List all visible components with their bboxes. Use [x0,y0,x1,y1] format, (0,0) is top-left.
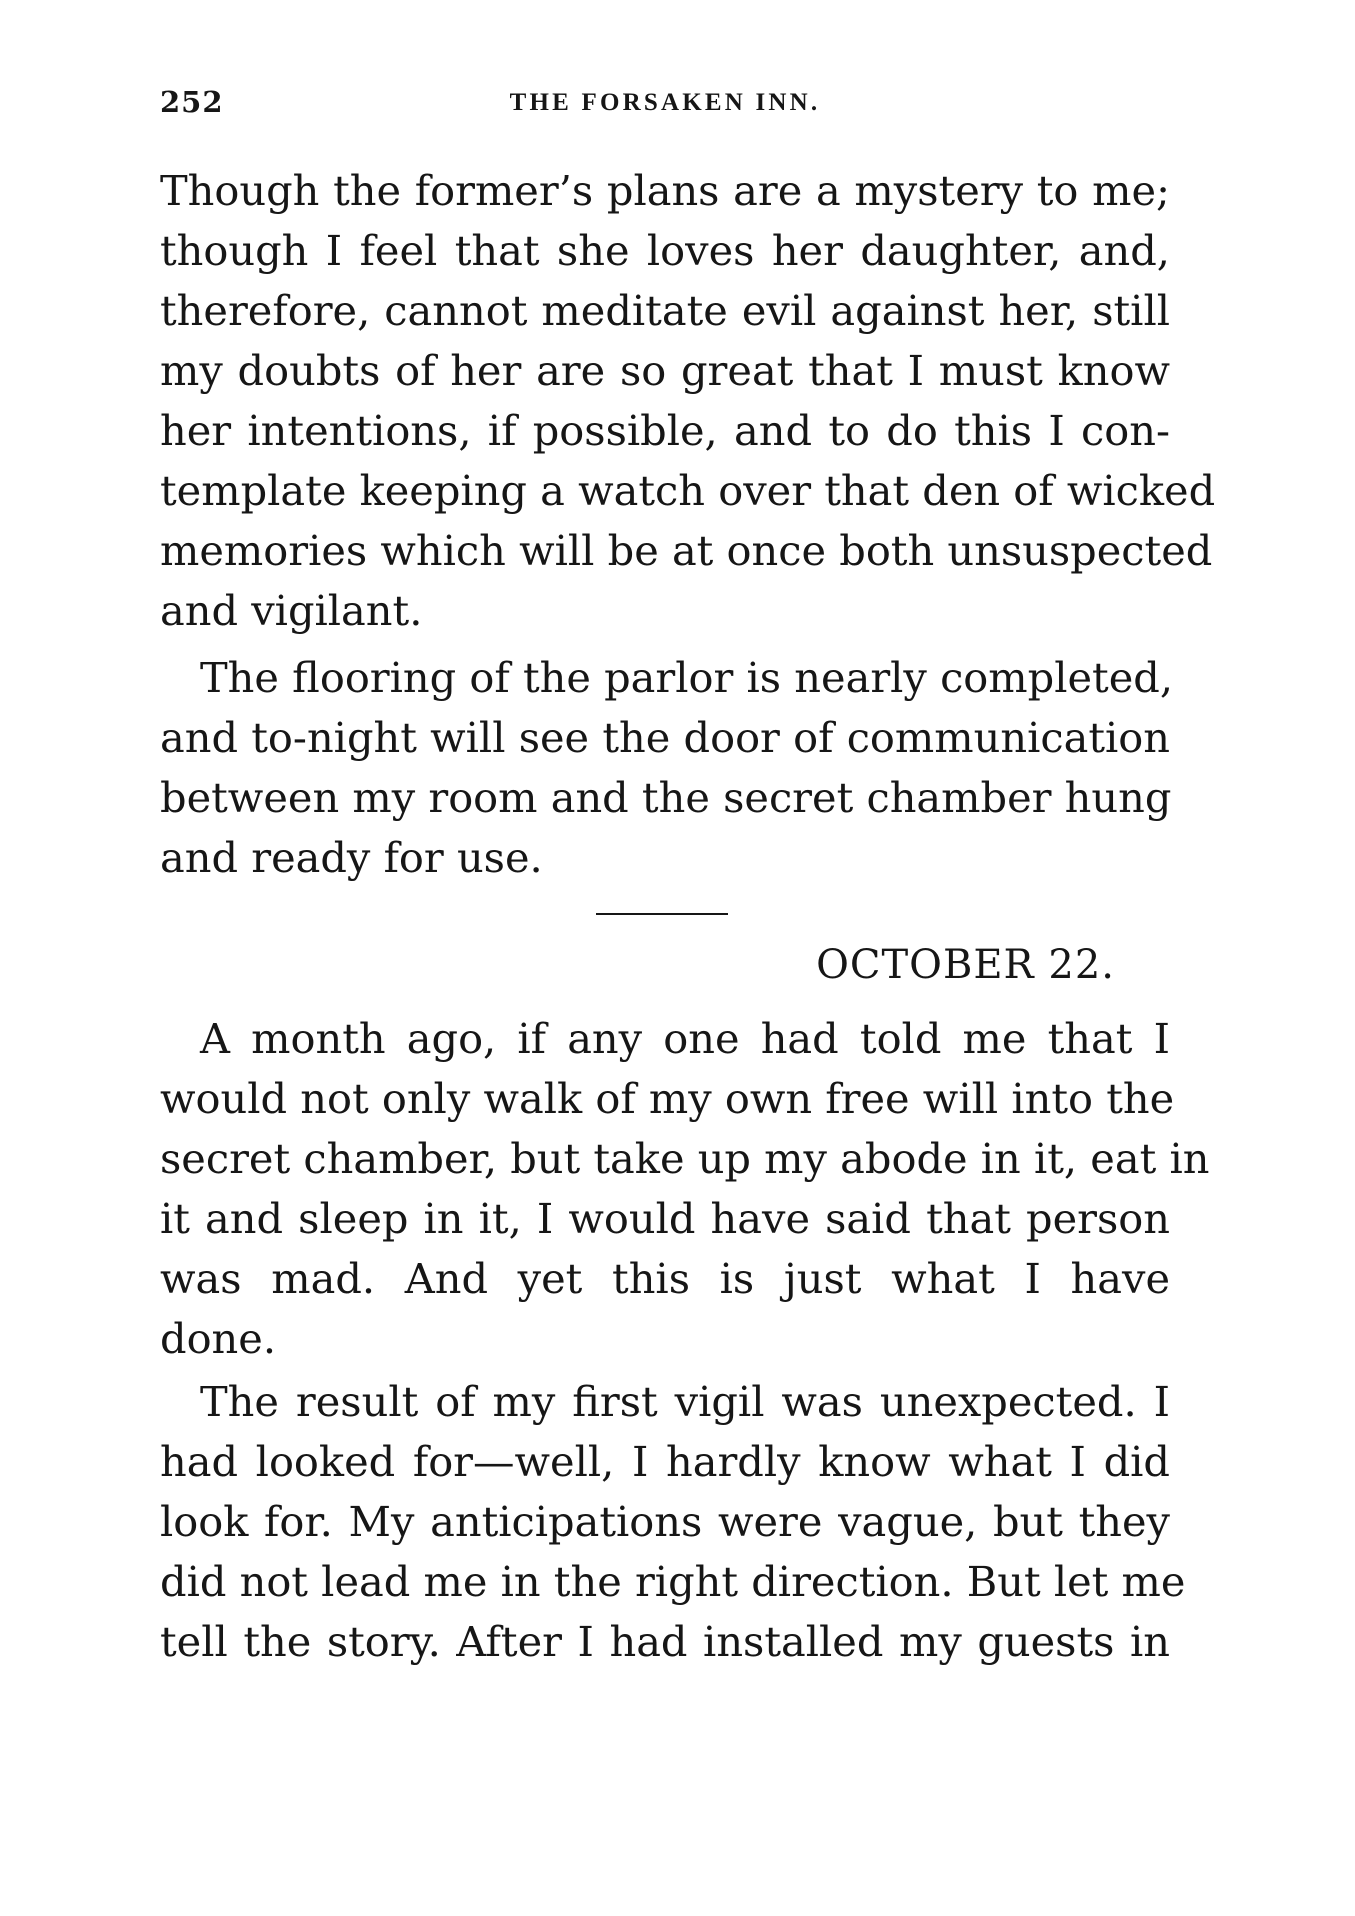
text-line: The flooring of the parlor is nearly completed, [200,653,1174,702]
date-heading: OCTOBER 22. [816,942,1115,988]
running-title: THE FORSAKEN INN. [509,89,821,116]
paragraph [160,1372,1186,1672]
text-line: and vigilant. [160,586,423,635]
paragraph [160,1009,1210,1369]
text-line: was mad. And yet this is just what I have [160,1254,1170,1303]
text-line: though I feel that she loves her daughter, and, [160,226,1170,275]
paragraph [160,648,1174,888]
text-line: look for. My anticipations were vague, but they [160,1497,1170,1546]
text-line: my doubts of her are so great that I must know [160,346,1170,395]
text-line: template keeping a watch over that den of wicked [160,466,1216,515]
text-line: and ready for use. [160,833,543,882]
text-line: done. [160,1314,277,1363]
text-line: had looked for—well, I hardly know what I did [160,1437,1170,1486]
page-number: 252 [160,85,224,119]
text-line: A month ago, if any one had told me that I [200,1014,1170,1063]
text-line: tell the story. After I had installed my guests in [160,1617,1170,1666]
page-header [160,85,1170,129]
text-line: memories which will be at once both unsuspected [160,526,1213,575]
text-line: The result of my first vigil was unexpected. I [200,1377,1170,1426]
text-line: did not lead me in the right direction. But let me [160,1557,1186,1606]
text-line: and to-night will see the door of communication [160,713,1170,762]
text-line: secret chamber, but take up my abode in it, eat in [160,1134,1210,1183]
text-line: would not only walk of my own free will into the [160,1074,1175,1123]
text-line: her intentions, if possible, and to do this I con- [160,406,1170,455]
text-line: it and sleep in it, I would have said that person [160,1194,1170,1243]
paragraph [160,161,1216,641]
text-line: Though the former’s plans are a mystery to me; [160,166,1170,215]
text-line: therefore, cannot meditate evil against her, still [160,286,1170,335]
section-divider [596,913,728,915]
text-line: between my room and the secret chamber hung [160,773,1172,822]
